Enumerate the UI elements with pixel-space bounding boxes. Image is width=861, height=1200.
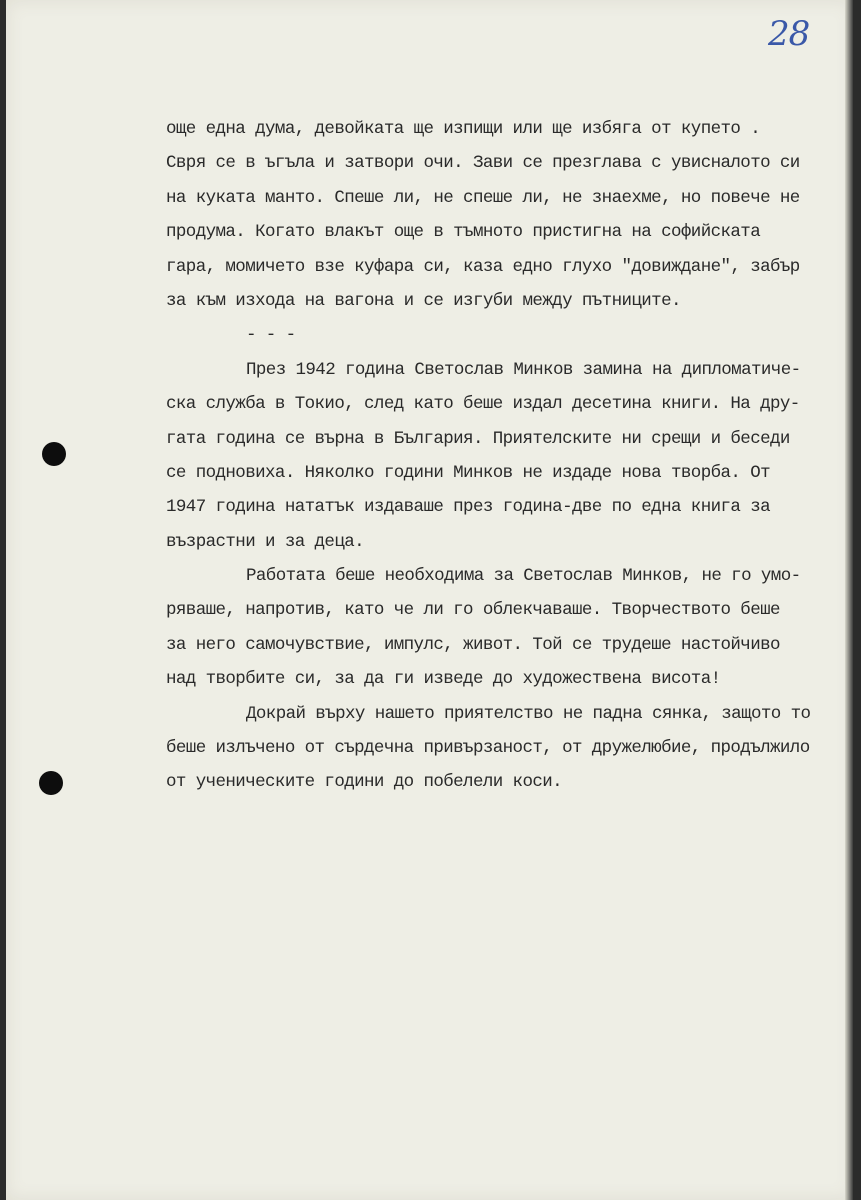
paragraph-4	[166, 697, 861, 800]
text-line: Работата беше необходима за Светослав Минков, не го умо-	[246, 566, 801, 587]
text-line: за него самочувствие, импулс, живот. Той се трудеше настойчиво	[166, 634, 780, 655]
punch-hole-top	[42, 442, 66, 466]
text-line: През 1942 година Светослав Минков замина на дипломатиче-	[246, 359, 801, 380]
text-line: гата година се върна в България. Приятелските ни срещи и беседи	[166, 428, 790, 449]
text-line: от ученическите години до побелели коси.	[166, 772, 563, 793]
text-line: гара, момичето взе куфара си, каза едно глухо "довиждане", забър	[166, 256, 800, 277]
typed-text-body	[166, 112, 861, 800]
document-page	[6, 0, 853, 1200]
text-line: още една дума, девойката ще изпищи или ще избяга от купето .	[166, 119, 761, 139]
paragraph-2	[166, 353, 861, 559]
text-line: Докрай върху нашето приятелство не падна сянка, защото то	[246, 703, 811, 724]
text-line: възрастни и за деца.	[166, 531, 365, 552]
paragraph-1	[166, 112, 861, 318]
text-line: 1947 година нататък издаваше през година-две по една книга за	[166, 497, 771, 518]
text-line: се подновиха. Няколко години Минков не издаде нова творба. От	[166, 462, 771, 483]
text-line: за към изхода на вагона и се изгуби между пътниците.	[166, 290, 681, 311]
text-line: беше излъчено от сърдечна привързаност, от дружелюбие, продължило	[166, 738, 810, 759]
text-line: продума. Когато влакът още в тъмното пристигна на софийската	[166, 222, 761, 243]
text-line: на куката манто. Спеше ли, не спеше ли, не знаехме, но повече не	[166, 187, 800, 208]
text-line: над творбите си, за да ги изведе до художествена висота!	[166, 669, 721, 690]
page-number: 28	[768, 14, 810, 54]
text-line: ряваше, напротив, като че ли го облекчаваше. Творчеството беше	[166, 600, 780, 621]
section-separator: - - -	[246, 325, 296, 346]
text-line: Свря се в ъгъла и затвори очи. Зави се презглава с увисналото си	[166, 153, 800, 174]
paragraph-3	[166, 559, 861, 697]
punch-hole-bottom	[39, 771, 63, 795]
text-line: ска служба в Токио, след като беше издал десетина книги. На дру-	[166, 394, 800, 415]
